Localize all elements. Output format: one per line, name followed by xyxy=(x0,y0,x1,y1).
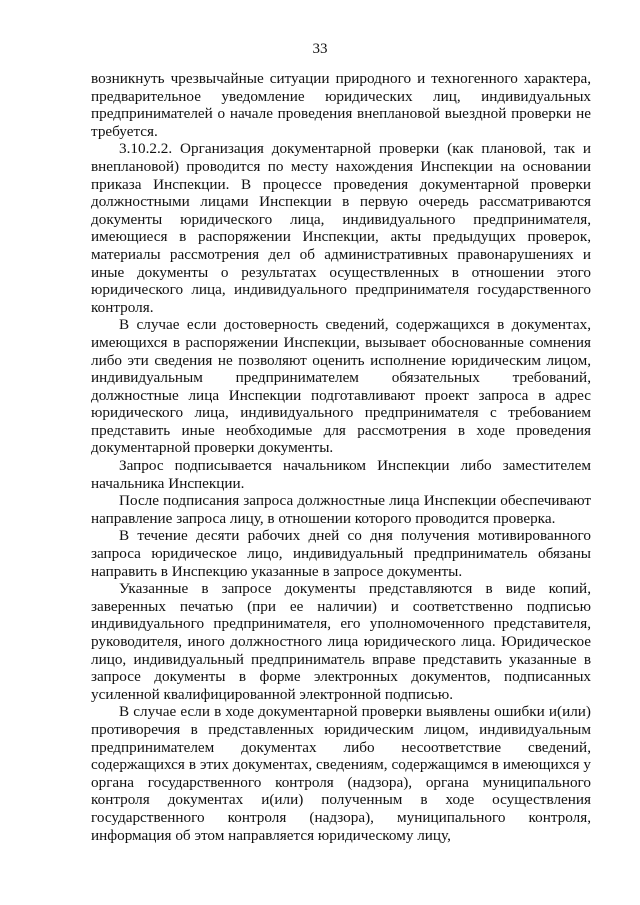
paragraph-request-sending: После подписания запроса должностные лица Инспекции обеспечивают направление запроса лицу, в отношении которого проводится проверка. xyxy=(91,492,591,527)
paragraph-section-3-10-2-2: 3.10.2.2. Организация документарной проверки (как плановой, так и внеплановой) проводится по месту нахождения Инспекции на основании приказа Инспекции. В процессе проведения документарной проверки должностными лицами Инспекции в первую очередь рассматриваются документы юридического лица, индивидуального предпринимателя, имеющиеся в распоряжении Инспекции, акты предыдущих проверок, материалы рассмотрения дел об административных правонарушениях и иные документы о результатах осуществленных в отношении этого юридического лица, индивидуального предпринимателя государственного контроля. xyxy=(91,140,591,316)
paragraph-document-copies: Указанные в запросе документы представляются в виде копий, заверенных печатью (при ее наличии) и соответственно подписью индивидуального предпринимателя, его уполномоченного представителя, руководителя, иного должностного лица юридического лица. Юридическое лицо, индивидуальный предприниматель вправе представить указанные в запросе документы в форме электронных документов, подписанных усиленной квалифицированной электронной подписью. xyxy=(91,580,591,703)
page-number: 33 xyxy=(312,41,328,57)
document-body xyxy=(91,70,591,844)
paragraph-continuation: возникнуть чрезвычайные ситуации природного и техногенного характера, предварительное уведомление юридических лиц, индивидуальных предпринимателей о начале проведения внеплановой выездной проверки не требуется. xyxy=(91,70,591,140)
paragraph-request-signing: Запрос подписывается начальником Инспекции либо заместителем начальника Инспекции. xyxy=(91,457,591,492)
paragraph-doubt-case: В случае если достоверность сведений, содержащихся в документах, имеющихся в распоряжении Инспекции, вызывает обоснованные сомнения либо эти сведения не позволяют оценить исполнение юридическим лицом, индивидуальным предпринимателем обязательных требований, должностные лица Инспекции подготавливают проект запроса в адрес юридического лица, индивидуального предпринимателя с требованием представить иные необходимые для рассмотрения в ходе проведения документарной проверки документы. xyxy=(91,316,591,457)
paragraph-errors-found: В случае если в ходе документарной проверки выявлены ошибки и(или) противоречия в представленных юридическим лицом, индивидуальным предпринимателем документах либо несоответствие сведений, содержащихся в этих документах, сведениям, содержащимся в имеющихся у органа государственного контроля (надзора), органа муниципального контроля документах и(или) полученным в ходе осуществления государственного контроля (надзора), муниципального контроля, информация об этом направляется юридическому лицу, xyxy=(91,703,591,844)
paragraph-response-deadline: В течение десяти рабочих дней со дня получения мотивированного запроса юридическое лицо, индивидуальный предприниматель обязаны направить в Инспекцию указанные в запросе документы. xyxy=(91,527,591,580)
